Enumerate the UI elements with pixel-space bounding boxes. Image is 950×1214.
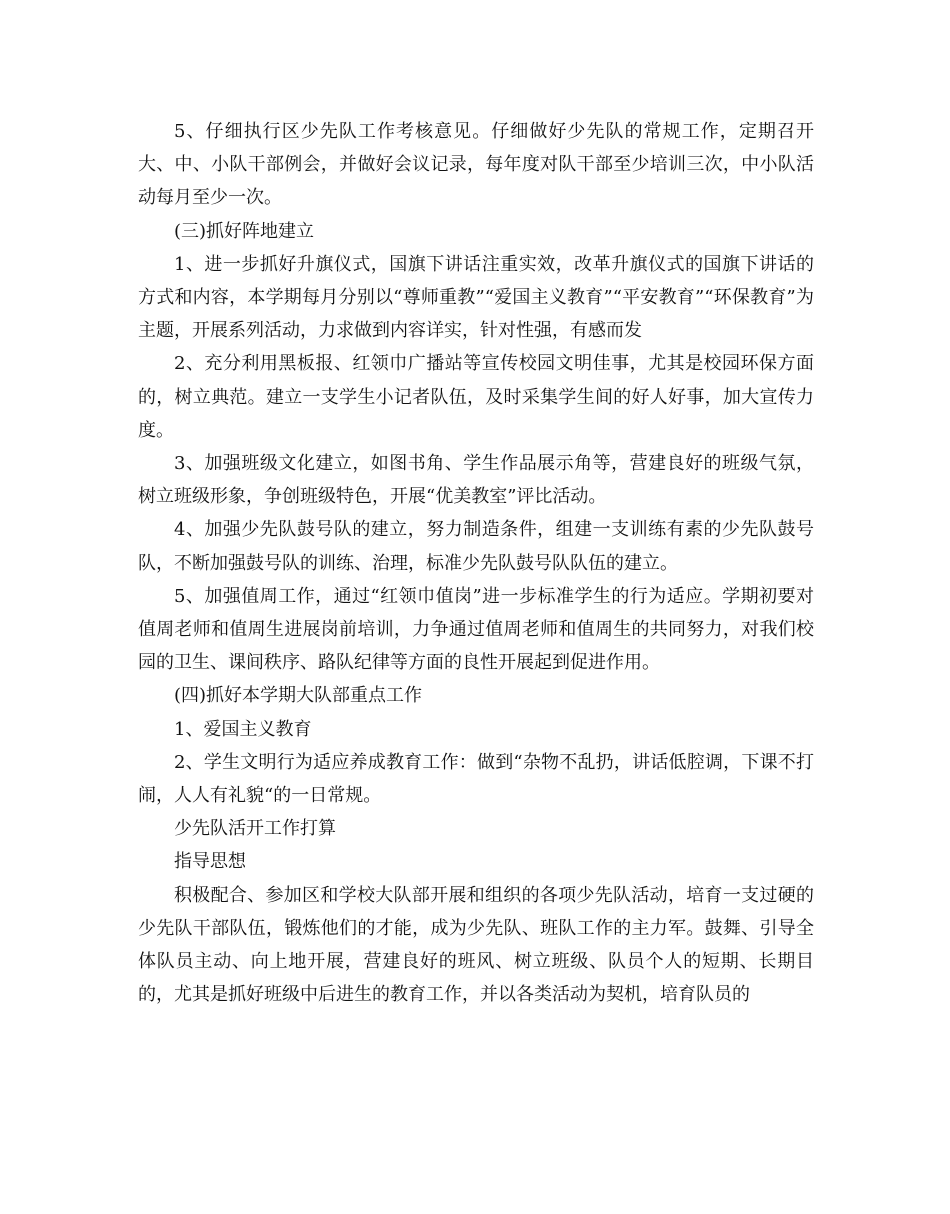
paragraph-guiding-thought: 积极配合、参加区和学校大队部开展和组织的各项少先队活动，培育一支过硬的少先队干部队伍，锻炼他们的才能，成为少先队、班队工作的主力军。鼓舞、引导全体队员主动、向上地开展，营建良好的班风、树立班级、队员个人的短期、长期目的，尤其是抓好班级中后进生的教育工作，并以各类活动为契机，培育队员的 [138, 884, 814, 1006]
heading-position-building: (三)抓好阵地建立 [174, 220, 315, 242]
paragraph-assessment: 5、仔细执行区少先队工作考核意见。仔细做好少先队的常规工作，定期召开大、中、小队干部例会，并做好会议记录，每年度对队干部至少培训三次，中小队活动每月至少一次。 [138, 121, 814, 209]
paragraph-class-culture: 3、加强班级文化建立，如图书角、学生作品展示角等，营建良好的班级气氛，树立班级形象，争创班级特色，开展“优美教室”评比活动。 [138, 453, 814, 508]
heading-key-work: (四)抓好本学期大队部重点工作 [174, 685, 423, 707]
heading-work-plan: 少先队活开工作打算 [174, 818, 336, 840]
paragraph-flag-ceremony: 1、进一步抓好升旗仪式，国旗下讲话注重实效，改革升旗仪式的国旗下讲话的方式和内容，本学期每月分别以“尊师重教”“爱国主义教育”“平安教育”“环保教育”为主题，开展系列活动，力求做到内容详实，针对性强，有感而发 [138, 253, 814, 342]
document-page [138, 115, 814, 1011]
heading-guiding-thought: 指导思想 [174, 851, 246, 873]
paragraph-duty-work: 5、加强值周工作，通过“红领巾值岗”进一步标准学生的行为适应。学期初要对值周老师和值周生进展岗前培训，力争通过值周老师和值周生的共同努力，对我们校园的卫生、课间秩序、路队纪律等方面的良性开展起到促进作用。 [138, 585, 814, 674]
paragraph-patriotic-education: 1、爱国主义教育 [174, 718, 312, 740]
paragraph-publicity: 2、充分利用黑板报、红领巾广播站等宣传校园文明佳事，尤其是校园环保方面的，树立典范。建立一支学生小记者队伍，及时采集学生间的好人好事，加大宣传力度。 [138, 353, 814, 441]
paragraph-drum-team: 4、加强少先队鼓号队的建立，努力制造条件，组建一支训练有素的少先队鼓号队，不断加强鼓号队的训练、治理，标准少先队鼓号队队伍的建立。 [138, 519, 814, 574]
paragraph-civilized-behavior: 2、学生文明行为适应养成教育工作：做到“杂物不乱扔，讲话低腔调，下课不打闹，人人有礼貌“的一日常规。 [138, 751, 814, 807]
